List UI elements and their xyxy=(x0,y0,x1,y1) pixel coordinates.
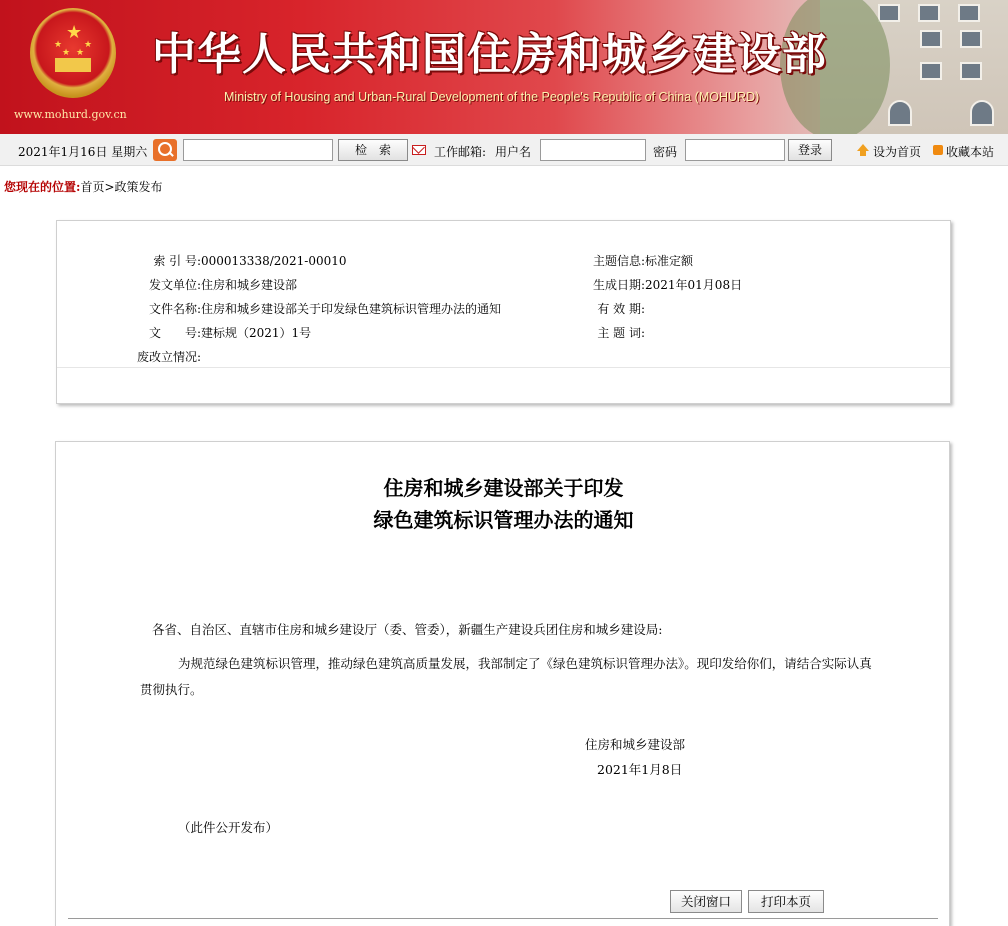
article-body-line2: 贯彻执行。 xyxy=(140,682,203,697)
site-url: www.mohurd.gov.cn xyxy=(14,108,127,121)
building-window xyxy=(958,4,980,22)
info-doc-no xyxy=(127,324,311,341)
info-value: 建标规（2021）1号 xyxy=(201,326,312,340)
info-label: 生成日期: xyxy=(592,278,645,292)
password-label: 密码 xyxy=(653,145,678,159)
info-label: 文 号: xyxy=(148,326,201,340)
search-icon[interactable] xyxy=(153,139,177,161)
article-panel xyxy=(55,441,950,926)
article-salutation: 各省、自治区、直辖市住房和城乡建设厅（委、管委），新疆生产建设兵团住房和城乡建设局: xyxy=(152,622,663,637)
info-label: 文件名称: xyxy=(148,302,201,316)
current-date: 2021年1月16日 星期六 xyxy=(18,145,148,159)
article-bottom-divider xyxy=(68,918,938,919)
info-value: 标准定额 xyxy=(645,254,694,268)
building-window xyxy=(920,62,942,80)
info-index-no xyxy=(127,252,347,269)
info-value: 住房和城乡建设部关于印发绿色建筑标识管理办法的通知 xyxy=(201,302,502,316)
info-label: 主 题 词: xyxy=(597,326,645,340)
breadcrumb-label: 您现在的位置: xyxy=(4,180,81,194)
login-button[interactable]: 登录 xyxy=(788,139,832,161)
building-window xyxy=(878,4,900,22)
info-value: 000013338/2021-00010 xyxy=(201,254,347,268)
article-title-line2: 绿色建筑标识管理办法的通知 xyxy=(373,508,634,532)
info-label: 废改立情况: xyxy=(136,350,201,364)
breadcrumb xyxy=(4,178,163,195)
info-doc-name xyxy=(127,300,501,317)
building-window xyxy=(920,30,942,48)
national-emblem-icon: ★ ★ ★ ★ ★ xyxy=(30,8,116,98)
info-divider xyxy=(57,367,950,368)
home-icon xyxy=(857,144,869,151)
building-window xyxy=(960,30,982,48)
password-input[interactable] xyxy=(685,139,785,161)
building-window xyxy=(960,62,982,80)
info-label: 有 效 期: xyxy=(597,302,645,316)
toolbar xyxy=(0,134,1008,166)
info-issuer xyxy=(127,276,297,293)
close-window-button[interactable]: 关闭窗口 xyxy=(670,890,742,913)
article-public-note: （此件公开发布） xyxy=(178,820,279,835)
info-value: 2021年01月08日 xyxy=(645,278,743,292)
info-label: 发文单位: xyxy=(148,278,201,292)
set-home-link[interactable]: 设为首页 xyxy=(873,145,922,159)
info-value: 住房和城乡建设部 xyxy=(201,278,298,292)
site-subtitle: Ministry of Housing and Urban-Rural Development of the People's Republic of China (MOHURD) xyxy=(224,90,760,104)
bookmark-icon xyxy=(933,145,943,155)
search-button[interactable]: 检 索 xyxy=(338,139,408,161)
site-title: 中华人民共和国住房和城乡建设部 xyxy=(152,29,827,80)
info-label: 索 引 号: xyxy=(153,254,201,268)
building-photo xyxy=(820,0,1008,134)
info-topic xyxy=(577,252,693,269)
bookmark-link[interactable]: 收藏本站 xyxy=(946,145,995,159)
building-window xyxy=(970,100,994,126)
username-label: 用户名 xyxy=(495,145,532,159)
info-abolish xyxy=(127,348,201,365)
info-created xyxy=(577,276,742,293)
info-keywords xyxy=(577,324,645,341)
building-window xyxy=(918,4,940,22)
info-label: 主题信息: xyxy=(592,254,645,268)
site-banner xyxy=(0,0,1008,134)
building-window xyxy=(888,100,912,126)
breadcrumb-path[interactable]: 首页>政策发布 xyxy=(80,180,163,194)
mail-label: 工作邮箱: xyxy=(434,145,487,159)
article-body-line1: 为规范绿色建筑标识管理，推动绿色建筑高质量发展，我部制定了《绿色建筑标识管理办法》。现印发给你们，请结合实际认真 xyxy=(178,656,872,671)
article-title-line1: 住房和城乡建设部关于印发 xyxy=(383,476,624,500)
info-validity xyxy=(577,300,645,317)
print-page-button[interactable]: 打印本页 xyxy=(748,890,824,913)
document-info-panel xyxy=(56,220,951,404)
username-input[interactable] xyxy=(540,139,646,161)
article-sign-date: 2021年1月8日 xyxy=(597,762,683,777)
mail-icon xyxy=(412,145,426,155)
search-input[interactable] xyxy=(183,139,333,161)
article-signature: 住房和城乡建设部 xyxy=(585,737,686,752)
